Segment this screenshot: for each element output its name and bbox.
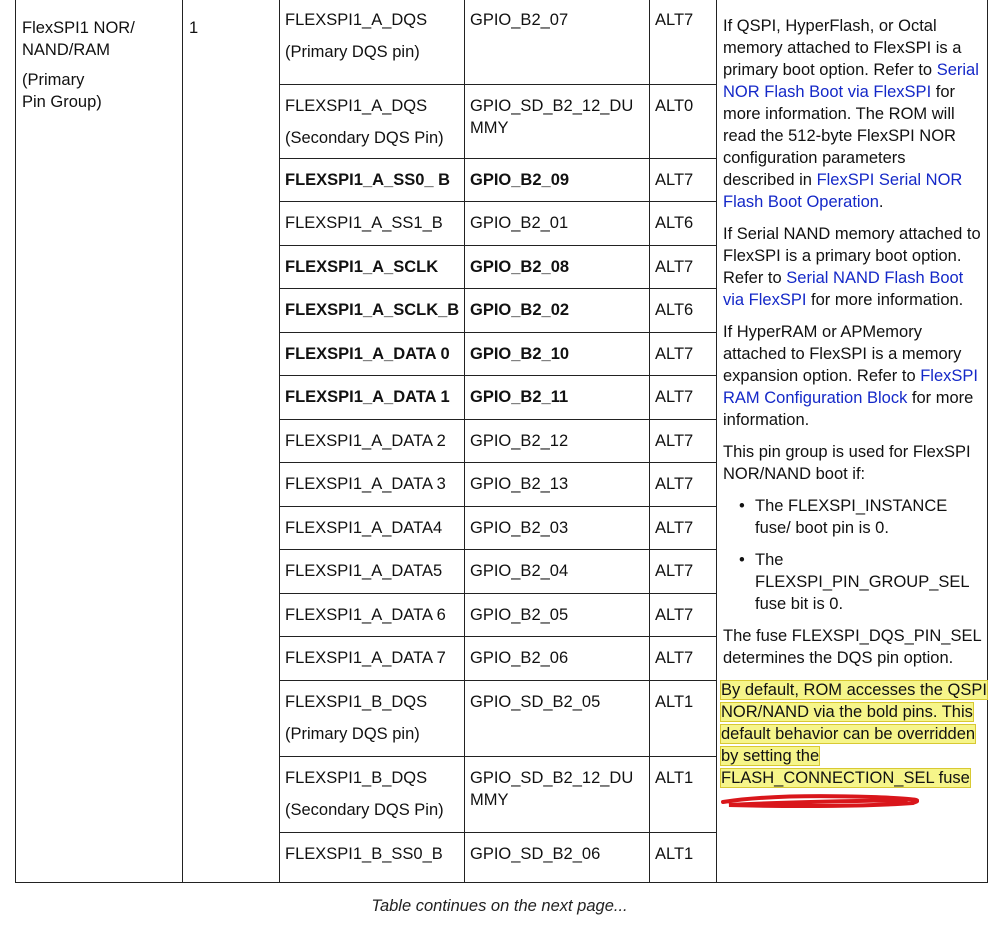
pin-name-cell xyxy=(280,420,465,463)
pin-name-cell xyxy=(280,550,465,594)
pin-name: FLEXSPI1_A_DATA5 xyxy=(285,562,443,580)
pin-name-cell xyxy=(280,85,465,159)
pin-note: (Secondary DQS Pin) xyxy=(285,129,444,147)
pin-name: FLEXSPI1_A_SCLK xyxy=(285,258,439,276)
alt-mode: ALT6 xyxy=(655,301,694,319)
alt-mode: ALT7 xyxy=(655,562,694,580)
list-item: • The FLEXSPI_PIN_GROUP_SEL fuse bit is 0. xyxy=(747,549,981,615)
pin-group-usage-note: This pin group is used for FlexSPI NOR/NAND boot if: xyxy=(723,443,971,483)
pin-name-cell xyxy=(280,159,465,202)
pin-name-cell xyxy=(280,289,465,333)
pad-name-cell xyxy=(465,420,650,463)
pin-note: (Secondary DQS Pin) xyxy=(285,801,444,819)
pad-name: GPIO_B2_11 xyxy=(470,388,569,406)
pin-name-cell xyxy=(280,833,465,883)
pin-name: FLEXSPI1_A_DQS xyxy=(285,97,428,115)
alt-cell xyxy=(650,289,717,333)
pin-name: FLEXSPI1_A_DATA 2 xyxy=(285,432,446,450)
pin-name-cell xyxy=(280,376,465,420)
pin-name: FLEXSPI1_B_DQS xyxy=(285,769,428,787)
alt-mode: ALT1 xyxy=(655,693,694,711)
alt-mode: ALT7 xyxy=(655,171,694,189)
alt-cell xyxy=(650,159,717,202)
link-ram-config-block[interactable]: FlexSPI RAM Configuration Block xyxy=(723,367,978,407)
list-item: • The FLEXSPI_INSTANCE fuse/ boot pin is 0. xyxy=(747,495,981,539)
group-name-line: (Primary xyxy=(22,71,85,89)
pad-name: GPIO_B2_10 xyxy=(470,345,570,363)
pin-name-cell xyxy=(280,594,465,637)
pad-name-cell xyxy=(465,376,650,420)
table-row xyxy=(16,0,988,85)
pad-name: GPIO_SD_B2_06 xyxy=(470,845,601,863)
link-nor-boot-operation[interactable]: FlexSPI Serial NOR Flash Boot Operation xyxy=(723,171,963,211)
pin-name-cell xyxy=(280,246,465,289)
pin-name-cell xyxy=(280,463,465,507)
pad-name: GPIO_SD_B2_12_DU MMY xyxy=(470,97,634,137)
pin-name-cell xyxy=(280,507,465,550)
alt-cell xyxy=(650,376,717,420)
pad-name-cell xyxy=(465,757,650,833)
pad-name-cell xyxy=(465,463,650,507)
group-name-line: FlexSPI1 NOR/ xyxy=(22,19,135,37)
alt-mode: ALT1 xyxy=(655,769,694,787)
alt-cell xyxy=(650,0,717,85)
alt-cell xyxy=(650,202,717,246)
pad-name: GPIO_B2_08 xyxy=(470,258,570,276)
pad-name: GPIO_B2_04 xyxy=(470,562,569,580)
alt-mode: ALT7 xyxy=(655,432,694,450)
alt-cell xyxy=(650,757,717,833)
table-continues-note: Table continues on the next page... xyxy=(371,897,628,915)
alt-mode: ALT7 xyxy=(655,345,694,363)
pin-name: FLEXSPI1_B_SS0_B xyxy=(285,845,443,863)
condition-list xyxy=(723,495,981,615)
red-scribble-annotation xyxy=(721,793,919,809)
link-serial-nor-boot[interactable]: Serial NOR Flash Boot via FlexSPI xyxy=(723,61,979,101)
alt-cell xyxy=(650,333,717,376)
comments-cell xyxy=(717,0,988,883)
pad-name: GPIO_B2_01 xyxy=(470,214,569,232)
pin-name: FLEXSPI1_A_DATA4 xyxy=(285,519,443,537)
pad-name-cell xyxy=(465,289,650,333)
pin-name: FLEXSPI1_A_DATA 3 xyxy=(285,475,446,493)
alt-mode: ALT0 xyxy=(655,97,694,115)
alt-cell xyxy=(650,420,717,463)
pad-name-cell xyxy=(465,159,650,202)
dqs-fuse-note: The fuse FLEXSPI_DQS_PIN_SEL determines the DQS pin option. xyxy=(723,627,982,667)
pin-name: FLEXSPI1_A_SS0_ B xyxy=(285,171,451,189)
alt-mode: ALT7 xyxy=(655,519,694,537)
alt-mode: ALT7 xyxy=(655,258,694,276)
pad-name: GPIO_B2_12 xyxy=(470,432,569,450)
pin-name: FLEXSPI1_A_SS1_B xyxy=(285,214,443,232)
alt-mode: ALT1 xyxy=(655,845,694,863)
pin-name-cell xyxy=(280,0,465,85)
alt-cell xyxy=(650,507,717,550)
alt-cell xyxy=(650,463,717,507)
alt-mode: ALT7 xyxy=(655,475,694,493)
pin-name: FLEXSPI1_A_DQS xyxy=(285,11,428,29)
pad-name-cell xyxy=(465,0,650,85)
pad-name-cell xyxy=(465,85,650,159)
pin-group-cell xyxy=(16,0,183,883)
pad-name-cell xyxy=(465,202,650,246)
pad-name: GPIO_B2_03 xyxy=(470,519,569,537)
alt-mode: ALT7 xyxy=(655,606,694,624)
pad-name-cell xyxy=(465,246,650,289)
alt-mode: ALT7 xyxy=(655,649,694,667)
pad-name: GPIO_B2_05 xyxy=(470,606,569,624)
alt-mode: ALT7 xyxy=(655,388,694,406)
pad-name-cell xyxy=(465,637,650,681)
pin-name-cell xyxy=(280,637,465,681)
alt-cell xyxy=(650,681,717,757)
highlighted-default-note: By default, ROM accesses the QSPI NOR/NAND via the bold pins. This default behavior can be overridden by setting the FLASH_CONNECTION_SEL fuse xyxy=(721,681,987,787)
alt-mode: ALT7 xyxy=(655,11,694,29)
pin-note: (Primary DQS pin) xyxy=(285,43,420,61)
pad-name: GPIO_B2_13 xyxy=(470,475,569,493)
group-number-cell xyxy=(183,0,280,883)
pin-note: (Primary DQS pin) xyxy=(285,725,420,743)
pad-name: GPIO_B2_07 xyxy=(470,11,569,29)
alt-cell xyxy=(650,246,717,289)
boot-note-nand: If Serial NAND memory attached to FlexSPI is a primary boot option. Refer to Serial NAND Flash Boot via FlexSPI for more information. xyxy=(723,225,981,309)
boot-note-ram: If HyperRAM or APMemory attached to FlexSPI is a memory expansion option. Refer to FlexSPI RAM Configuration Block for more information. xyxy=(723,323,978,429)
pad-name-cell xyxy=(465,333,650,376)
alt-cell xyxy=(650,637,717,681)
group-name-line: Pin Group) xyxy=(22,93,102,111)
pad-name: GPIO_B2_06 xyxy=(470,649,569,667)
pin-name: FLEXSPI1_A_DATA 6 xyxy=(285,606,446,624)
link-serial-nand-boot[interactable]: Serial NAND Flash Boot via FlexSPI xyxy=(723,269,964,309)
pin-name: FLEXSPI1_A_DATA 0 xyxy=(285,345,450,363)
group-number: 1 xyxy=(189,19,199,37)
pad-name: GPIO_SD_B2_12_DU MMY xyxy=(470,769,634,809)
pin-mux-table xyxy=(15,0,988,883)
pad-name: GPIO_B2_09 xyxy=(470,171,570,189)
pin-name: FLEXSPI1_A_SCLK_B xyxy=(285,301,460,319)
pad-name-cell xyxy=(465,594,650,637)
alt-cell xyxy=(650,833,717,883)
pin-name-cell xyxy=(280,757,465,833)
pad-name-cell xyxy=(465,833,650,883)
pad-name-cell xyxy=(465,681,650,757)
pin-name-cell xyxy=(280,202,465,246)
group-name-line: NAND/RAM xyxy=(22,41,111,59)
pad-name-cell xyxy=(465,507,650,550)
alt-mode: ALT6 xyxy=(655,214,694,232)
boot-note-nor: If QSPI, HyperFlash, or Octal memory attached to FlexSPI is a primary boot option. Refer to Serial NOR Flash Boot via FlexSPI for more information. The ROM will read the 512-byte FlexSPI NOR configuration parameters described in FlexSPI Serial NOR Flash Boot Operation. xyxy=(723,17,979,211)
pad-name: GPIO_B2_02 xyxy=(470,301,570,319)
alt-cell xyxy=(650,594,717,637)
pad-name: GPIO_SD_B2_05 xyxy=(470,693,601,711)
pin-name: FLEXSPI1_B_DQS xyxy=(285,693,428,711)
pin-name-cell xyxy=(280,681,465,757)
alt-cell xyxy=(650,85,717,159)
pin-name-cell xyxy=(280,333,465,376)
alt-cell xyxy=(650,550,717,594)
pin-name: FLEXSPI1_A_DATA 7 xyxy=(285,649,446,667)
pin-name: FLEXSPI1_A_DATA 1 xyxy=(285,388,450,406)
pad-name-cell xyxy=(465,550,650,594)
